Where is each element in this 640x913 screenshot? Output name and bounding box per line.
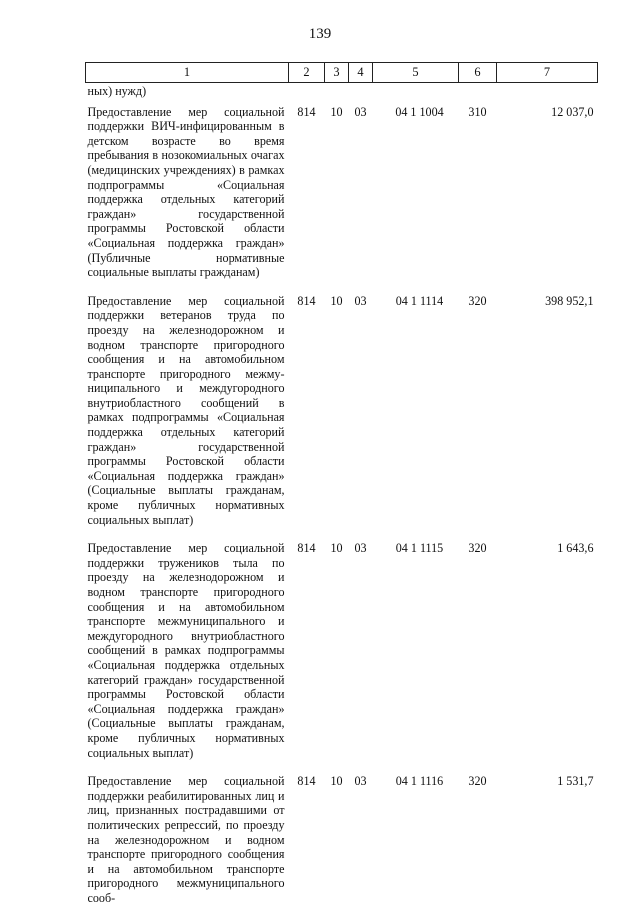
row-subsection: 03 bbox=[349, 535, 373, 768]
row-target-article: 04 1 1115 bbox=[373, 535, 459, 768]
row-ministry: 814 bbox=[289, 99, 325, 288]
row-expense-type: 310 bbox=[459, 99, 497, 288]
header-col-2: 2 bbox=[289, 63, 325, 83]
row-section: 10 bbox=[325, 99, 349, 288]
row-amount: 12 037,0 bbox=[497, 99, 598, 288]
row-section: 10 bbox=[325, 768, 349, 913]
row-subsection: 03 bbox=[349, 99, 373, 288]
row-section: 10 bbox=[325, 288, 349, 536]
table-row bbox=[86, 535, 598, 768]
table-header bbox=[86, 63, 598, 83]
row-ministry: 814 bbox=[289, 535, 325, 768]
continuation-text: ных) нужд) bbox=[86, 83, 598, 99]
row-target-article: 04 1 1116 bbox=[373, 768, 459, 913]
header-col-4: 4 bbox=[349, 63, 373, 83]
row-description: Предоставление мер социальной поддержки тружеников тыла по проезду на железнодорожном и водном транспорте пригородного сообщения и на автомобильном транспорте межмуниципального и междугородного внутриобластного сообщений в рамках подпрограммы «Социальная поддержка отдельных категорий граждан» государственной программы Ростовской области «Социальная поддержка граждан» (Социальные выплаты гражданам, кроме публичных нормативных социальных выплат) bbox=[86, 535, 289, 768]
table-body bbox=[86, 83, 598, 913]
row-description: Предоставление мер социальной поддержки реабилитированных лиц и лиц, признанных пострадавшими от политических репрессий, по проезду на железнодорожном и водном транспорте пригородного сообщения и на автомобильном транспорте пригородного межмуниципального сооб- bbox=[86, 768, 289, 913]
continuation-row bbox=[86, 83, 598, 99]
row-description: Предоставление мер социальной поддержки ветеранов труда по проезду на железнодорожном и водном транспорте пригородного сообщения и на автомобильном транспорте пригородного межмуниципального и междугородного внутриобластного сообщений в рамках подпрограммы «Социальная поддержка отдельных категорий граждан» государственной программы Ростовской области «Социальная поддержка граждан» (Социальные выплаты гражданам, кроме публичных нормативных социальных выплат) bbox=[86, 288, 289, 536]
row-expense-type: 320 bbox=[459, 535, 497, 768]
page-number: 139 bbox=[0, 26, 640, 43]
header-col-3: 3 bbox=[325, 63, 349, 83]
row-amount: 398 952,1 bbox=[497, 288, 598, 536]
header-col-5: 5 bbox=[373, 63, 459, 83]
row-ministry: 814 bbox=[289, 768, 325, 913]
header-col-6: 6 bbox=[459, 63, 497, 83]
budget-table bbox=[85, 62, 598, 913]
row-expense-type: 320 bbox=[459, 288, 497, 536]
row-subsection: 03 bbox=[349, 768, 373, 913]
header-col-7: 7 bbox=[497, 63, 598, 83]
row-section: 10 bbox=[325, 535, 349, 768]
row-description: Предоставление мер социальной поддержки ВИЧ-инфицированным в детском возрасте во время пребывания в нозокомиальных очагах (медицинских учреждениях) в рамках подпрограммы «Социальная поддержка отдельных категорий граждан» государственной программы Ростовской области «Социальная поддержка граждан» (Публичные нормативные социальные выплаты гражданам) bbox=[86, 99, 289, 288]
row-target-article: 04 1 1004 bbox=[373, 99, 459, 288]
row-amount: 1 643,6 bbox=[497, 535, 598, 768]
table-header-row bbox=[86, 63, 598, 83]
header-col-1: 1 bbox=[86, 63, 289, 83]
table-row bbox=[86, 768, 598, 913]
table-row bbox=[86, 99, 598, 288]
table-row bbox=[86, 288, 598, 536]
row-amount: 1 531,7 bbox=[497, 768, 598, 913]
row-subsection: 03 bbox=[349, 288, 373, 536]
row-ministry: 814 bbox=[289, 288, 325, 536]
row-expense-type: 320 bbox=[459, 768, 497, 913]
row-target-article: 04 1 1114 bbox=[373, 288, 459, 536]
